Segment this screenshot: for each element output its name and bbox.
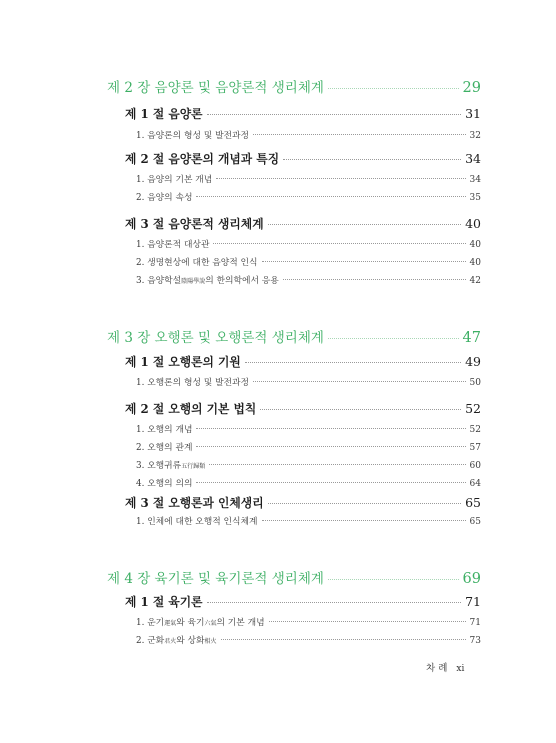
- toc-item[interactable]: [136, 615, 481, 628]
- page-number: 40: [469, 240, 481, 250]
- page-number: 60: [469, 461, 481, 471]
- dot-leader: [221, 639, 466, 640]
- section-title: 제 2 절 음양론의 개념과 특징: [125, 152, 280, 166]
- page-number: 40: [469, 258, 481, 268]
- dot-leader: [196, 196, 465, 197]
- toc-item[interactable]: [136, 255, 481, 268]
- page-number: 52: [469, 425, 481, 435]
- page-number: 64: [469, 479, 481, 489]
- dot-leader: [207, 114, 462, 115]
- page-number: 50: [469, 378, 481, 388]
- hanja-annotation: 相火: [204, 638, 217, 645]
- section-heading[interactable]: [125, 593, 481, 610]
- toc-item[interactable]: [136, 458, 481, 471]
- running-footer-label: 차 례: [426, 663, 448, 674]
- page-number: 47: [462, 330, 481, 346]
- page-number: 52: [465, 401, 481, 416]
- dot-leader: [253, 134, 465, 135]
- section-heading[interactable]: [125, 353, 481, 370]
- dot-leader: [269, 621, 466, 622]
- hanja-annotation: 六氣: [204, 620, 217, 627]
- dot-leader: [216, 178, 465, 179]
- section-heading[interactable]: [125, 400, 481, 417]
- section-title: 제 3 절 음양론적 생리체계: [125, 217, 264, 231]
- page-number: 65: [465, 495, 481, 510]
- page-number: 69: [462, 571, 481, 587]
- dot-leader: [260, 409, 461, 410]
- chapter-2-heading[interactable]: [107, 76, 481, 96]
- item-title: 1. 음양론적 대상관: [136, 240, 210, 250]
- dot-leader: [209, 464, 465, 465]
- dot-leader: [328, 579, 459, 580]
- section-heading[interactable]: [125, 494, 481, 511]
- hanja-annotation: 五行歸類: [181, 463, 206, 470]
- section-heading[interactable]: [125, 105, 481, 122]
- toc-item[interactable]: [136, 172, 481, 185]
- item-title: 3. 음양학설陰陽學說의 한의학에서 응용: [136, 276, 279, 286]
- folio: xi: [456, 664, 465, 674]
- item-title: 2. 군화君火와 상화相火: [136, 636, 217, 646]
- toc-item[interactable]: [136, 440, 481, 453]
- page-number: 65: [469, 517, 481, 527]
- dot-leader: [245, 362, 461, 363]
- item-title: 1. 오행론의 형성 및 발전과정: [136, 378, 250, 388]
- page-number: 73: [469, 636, 481, 646]
- toc-item[interactable]: [136, 273, 481, 286]
- page-number: 49: [465, 354, 481, 369]
- item-title: 1. 음양론의 형성 및 발전과정: [136, 131, 250, 141]
- page-number: 34: [465, 151, 481, 166]
- section-heading[interactable]: [125, 150, 481, 167]
- page-number: 42: [469, 276, 481, 286]
- page-number: 35: [469, 193, 481, 203]
- dot-leader: [196, 446, 465, 447]
- item-title: 2. 생명현상에 대한 음양적 인식: [136, 258, 258, 268]
- hanja-annotation: 運氣: [164, 620, 177, 627]
- item-title: 4. 오행의 의의: [136, 479, 193, 489]
- page-number: 32: [469, 131, 481, 141]
- section-title: 제 1 절 음양론: [125, 107, 203, 121]
- dot-leader: [213, 243, 465, 244]
- hanja-annotation: 陰陽學說: [181, 278, 206, 285]
- dot-leader: [196, 482, 465, 483]
- toc-item[interactable]: [136, 190, 481, 203]
- chapter-title: 제 3 장 오행론 및 오행론적 생리체계: [107, 330, 324, 346]
- section-title: 제 3 절 오행론과 인체생리: [125, 496, 264, 510]
- chapter-3-heading[interactable]: [107, 326, 481, 346]
- dot-leader: [328, 88, 459, 89]
- dot-leader: [268, 503, 461, 504]
- dot-leader: [196, 428, 465, 429]
- section-heading[interactable]: [125, 215, 481, 232]
- toc-item[interactable]: [136, 476, 481, 489]
- item-title: 1. 인체에 대한 오행적 인식체계: [136, 517, 258, 527]
- page-number: 71: [469, 618, 481, 628]
- page-footer: [426, 660, 464, 674]
- page-number: 71: [465, 594, 481, 609]
- page-number: 40: [465, 216, 481, 231]
- toc-item[interactable]: [136, 237, 481, 250]
- toc-item[interactable]: [136, 514, 481, 527]
- page-number: 34: [469, 175, 481, 185]
- dot-leader: [283, 279, 466, 280]
- dot-leader: [328, 338, 459, 339]
- dot-leader: [207, 602, 462, 603]
- chapter-title: 제 4 장 육기론 및 육기론적 생리체계: [107, 571, 324, 587]
- page-number: 57: [469, 443, 481, 453]
- toc-item[interactable]: [136, 375, 481, 388]
- item-title: 1. 오행의 개념: [136, 425, 193, 435]
- page-number: 31: [465, 106, 481, 121]
- dot-leader: [262, 261, 466, 262]
- dot-leader: [283, 159, 461, 160]
- item-title: 1. 음양의 기본 개념: [136, 175, 213, 185]
- toc-item[interactable]: [136, 633, 481, 646]
- section-title: 제 1 절 오행론의 기원: [125, 355, 241, 369]
- dot-leader: [253, 381, 465, 382]
- dot-leader: [268, 224, 461, 225]
- section-title: 제 2 절 오행의 기본 법칙: [125, 402, 257, 416]
- chapter-4-heading[interactable]: [107, 567, 481, 587]
- item-title: 2. 음양의 속성: [136, 193, 193, 203]
- item-title: 2. 오행의 관계: [136, 443, 193, 453]
- section-title: 제 1 절 육기론: [125, 595, 203, 609]
- toc-item[interactable]: [136, 128, 481, 141]
- item-title: 3. 오행귀류五行歸類: [136, 461, 206, 471]
- toc-item[interactable]: [136, 422, 481, 435]
- chapter-title: 제 2 장 음양론 및 음양론적 생리체계: [107, 80, 324, 96]
- hanja-annotation: 君火: [164, 638, 177, 645]
- page-number: 29: [462, 80, 481, 96]
- dot-leader: [262, 520, 466, 521]
- item-title: 1. 운기運氣와 육기六氣의 기본 개념: [136, 618, 265, 628]
